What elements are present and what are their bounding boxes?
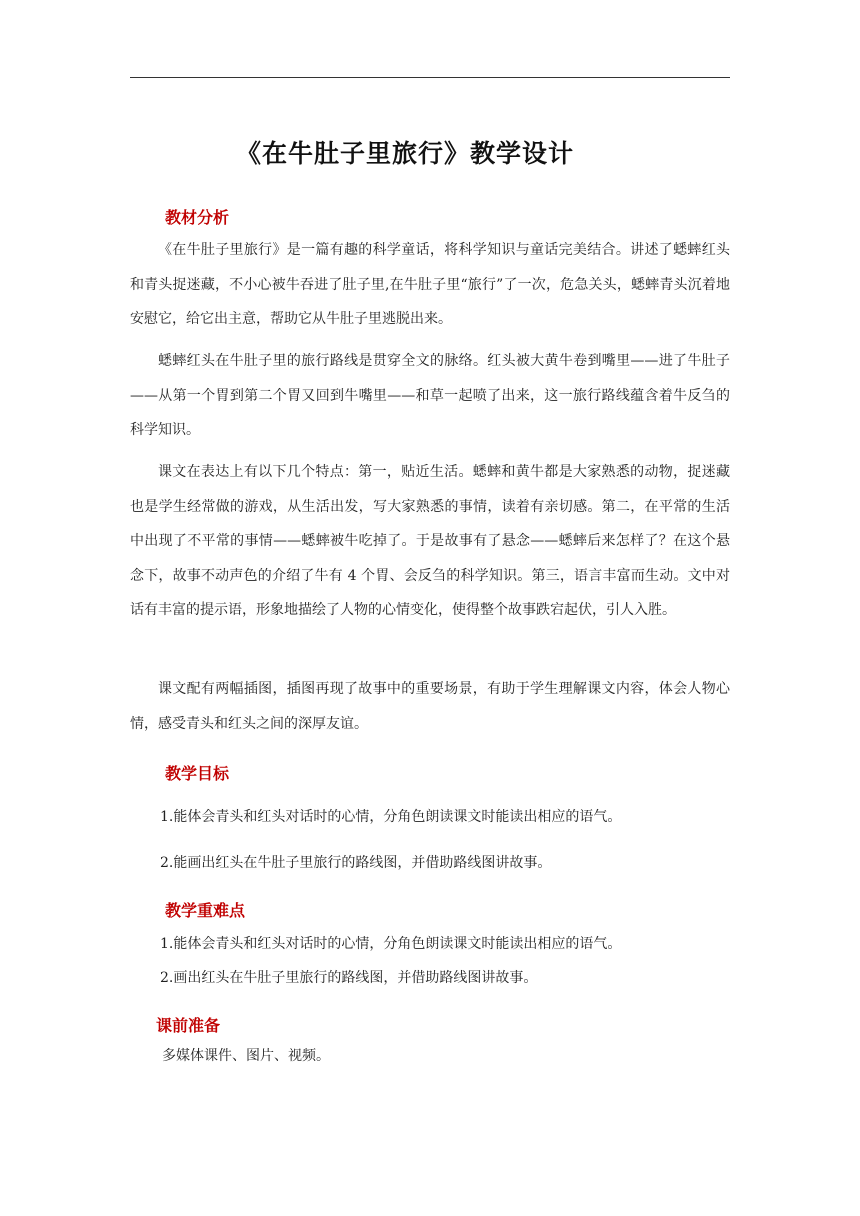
header-rule	[130, 77, 730, 78]
goal-item-1: 1.能体会青头和红头对话时的心情，分角色朗读课文时能读出相应的语气。	[160, 809, 622, 825]
preparation-text: 多媒体课件、图片、视频。	[162, 1048, 330, 1064]
key-point-item-2: 2.画出红头在牛肚子里旅行的路线图，并借助路线图讲故事。	[160, 970, 538, 986]
analysis-paragraph-3: 课文在表达上有以下几个特点：第一，贴近生活。蟋蟀和黄牛都是大家熟悉的动物，捉迷藏也是学生经常做的游戏，从生活出发，写大家熟悉的事情，读着有亲切感。第二，在平常的生活中出现了不平常的事情——蟋蟀被牛吃掉了。于是故事有了悬念——蟋蟀后来怎样了？在这个悬念下，故事不动声色的介绍了牛有 4 个胃、会反刍的科学知识。第三，语言丰富而生动。文中对话有丰富的提示语，形象地描绘了人物的心情变化，使得整个故事跌宕起伏，引人入胜。	[130, 464, 730, 618]
goal-item-2: 2.能画出红头在牛肚子里旅行的路线图，并借助路线图讲故事。	[160, 855, 552, 871]
document-title: 《在牛肚子里旅行》教学设计	[235, 139, 574, 168]
heading-key-points: 教学重难点	[165, 901, 246, 920]
analysis-paragraph-4: 课文配有两幅插图，插图再现了故事中的重要场景，有助于学生理解课文内容，体会人物心情，感受青头和红头之间的深厚友谊。	[130, 681, 730, 732]
heading-goals: 教学目标	[165, 764, 230, 783]
heading-preparation: 课前准备	[156, 1016, 221, 1035]
analysis-paragraph-2: 蟋蟀红头在牛肚子里的旅行路线是贯穿全文的脉络。红头被大黄牛卷到嘴里——进了牛肚子——从第一个胃到第二个胃又回到牛嘴里——和草一起喷了出来，这一旅行路线蕴含着牛反刍的科学知识。	[130, 353, 730, 438]
key-point-item-1: 1.能体会青头和红头对话时的心情，分角色朗读课文时能读出相应的语气。	[160, 936, 622, 952]
heading-analysis: 教材分析	[165, 208, 230, 227]
analysis-paragraph-1: 《在牛肚子里旅行》是一篇有趣的科学童话，将科学知识与童话完美结合。讲述了蟋蟀红头和青头捉迷藏，不小心被牛吞进了肚子里,在牛肚子里“旅行”了一次，危急关头，蟋蟀青头沉着地安慰它，给它出主意，帮助它从牛肚子里逃脱出来。	[130, 242, 730, 327]
